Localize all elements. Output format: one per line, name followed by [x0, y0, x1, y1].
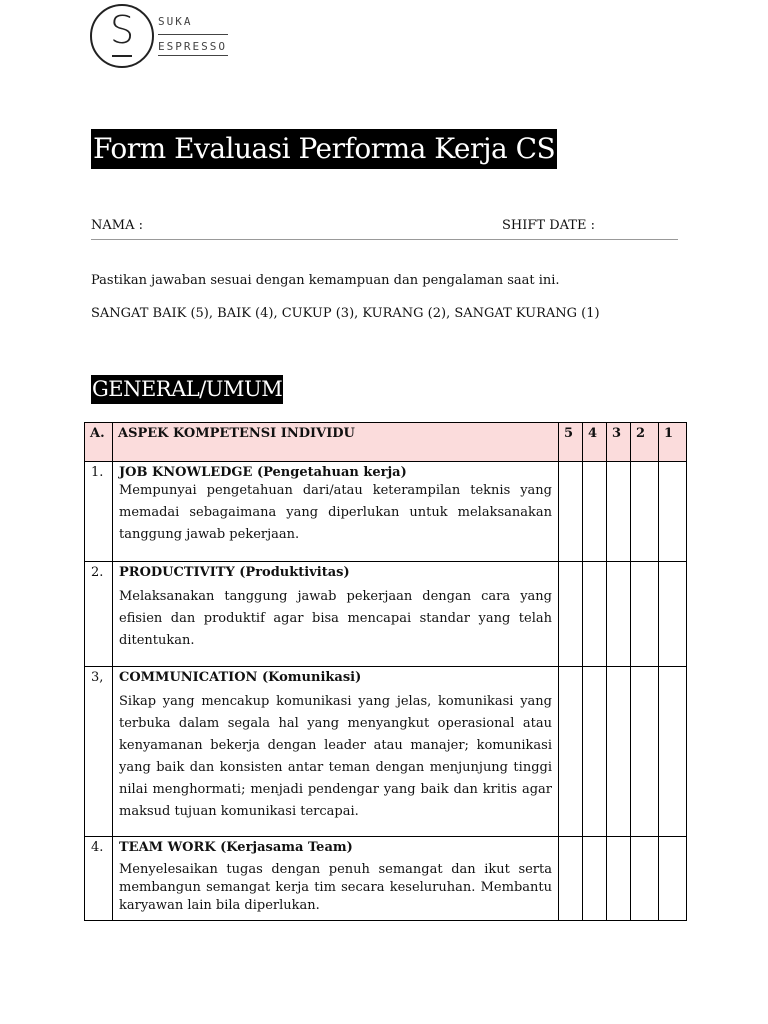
- score-cell-4[interactable]: [583, 562, 607, 667]
- row-description: Mempunyai pengetahuan dari/atau keterampilan teknis yang memadai sebagaimana yang diperlukan untuk melaksanakan tanggung jawab pekerjaan.: [119, 483, 552, 542]
- score-cell-4[interactable]: [583, 837, 607, 921]
- row-index: 3,: [85, 667, 113, 837]
- score-cell-1[interactable]: [659, 562, 687, 667]
- row-content: [113, 837, 559, 921]
- logo-bar: [112, 55, 132, 57]
- row-description: Sikap yang mencakup komunikasi yang jelas, komunikasi yang terbuka dalam segala hal yang menyangkut operasional atau kenyamanan bekerja dengan leader atau manajer; komunikasi yang baik dan konsisten antar teman dengan menjunjung tinggi nilai menghormati; menjadi pendengar yang baik dan kritis agar maksud tujuan komunikasi tercapai.: [119, 694, 552, 819]
- score-cell-3[interactable]: [607, 667, 631, 837]
- score-cell-4[interactable]: [583, 462, 607, 562]
- row-description: Menyelesaikan tugas dengan penuh semangat dan ikut serta membangun semangat kerja tim secara keseluruhan. Membantu karyawan lain bila diperlukan.: [119, 862, 552, 913]
- score-cell-5[interactable]: [559, 562, 583, 667]
- row-description: Melaksanakan tanggung jawab pekerjaan dengan cara yang efisien dan produktif agar bisa mencapai standar yang telah ditentukan.: [119, 589, 552, 648]
- header-index: A.: [85, 423, 113, 462]
- nama-label: NAMA :: [91, 218, 143, 233]
- header-score-4: 4: [583, 423, 607, 462]
- shift-date-label: SHIFT DATE :: [502, 218, 595, 233]
- header-score-5: 5: [559, 423, 583, 462]
- score-cell-3[interactable]: [607, 837, 631, 921]
- score-cell-3[interactable]: [607, 562, 631, 667]
- row-index: 1.: [85, 462, 113, 562]
- row-title: JOB KNOWLEDGE (Pengetahuan kerja): [119, 465, 407, 480]
- score-cell-5[interactable]: [559, 837, 583, 921]
- section-title: GENERAL/UMUM: [91, 375, 283, 404]
- row-content: [113, 562, 559, 667]
- score-cell-2[interactable]: [631, 837, 659, 921]
- table-row: [85, 667, 687, 837]
- score-cell-2[interactable]: [631, 462, 659, 562]
- row-index: 2.: [85, 562, 113, 667]
- score-cell-1[interactable]: [659, 837, 687, 921]
- row-title: PRODUCTIVITY (Produktivitas): [119, 565, 350, 580]
- logo-underline: [158, 55, 228, 56]
- score-cell-1[interactable]: [659, 462, 687, 562]
- score-cell-5[interactable]: [559, 462, 583, 562]
- instruction-text: Pastikan jawaban sesuai dengan kemampuan dan pengalaman saat ini.: [91, 273, 560, 288]
- logo-divider: [158, 34, 228, 35]
- row-index: 4.: [85, 837, 113, 921]
- name-shift-row: [91, 216, 678, 240]
- evaluation-table: [84, 422, 687, 921]
- score-cell-2[interactable]: [631, 562, 659, 667]
- logo-word-suka: SUKA: [158, 15, 193, 28]
- table-row: [85, 837, 687, 921]
- header-score-2: 2: [631, 423, 659, 462]
- logo-s-icon: S: [109, 8, 135, 52]
- row-content: [113, 462, 559, 562]
- score-cell-2[interactable]: [631, 667, 659, 837]
- logo-word-espresso: ESPRESSO: [158, 40, 227, 53]
- rating-scale-text: SANGAT BAIK (5), BAIK (4), CUKUP (3), KURANG (2), SANGAT KURANG (1): [91, 306, 600, 321]
- table-row: [85, 562, 687, 667]
- table-header-row: [85, 423, 687, 462]
- table-row: [85, 462, 687, 562]
- form-title: Form Evaluasi Performa Kerja CS: [91, 129, 557, 169]
- header-score-1: 1: [659, 423, 687, 462]
- score-cell-4[interactable]: [583, 667, 607, 837]
- row-title: COMMUNICATION (Komunikasi): [119, 670, 362, 685]
- row-content: [113, 667, 559, 837]
- header-aspect: ASPEK KOMPETENSI INDIVIDU: [113, 423, 559, 462]
- score-cell-3[interactable]: [607, 462, 631, 562]
- row-title: TEAM WORK (Kerjasama Team): [119, 840, 353, 855]
- score-cell-5[interactable]: [559, 667, 583, 837]
- score-cell-1[interactable]: [659, 667, 687, 837]
- header-score-3: 3: [607, 423, 631, 462]
- suka-espresso-logo: [90, 4, 240, 70]
